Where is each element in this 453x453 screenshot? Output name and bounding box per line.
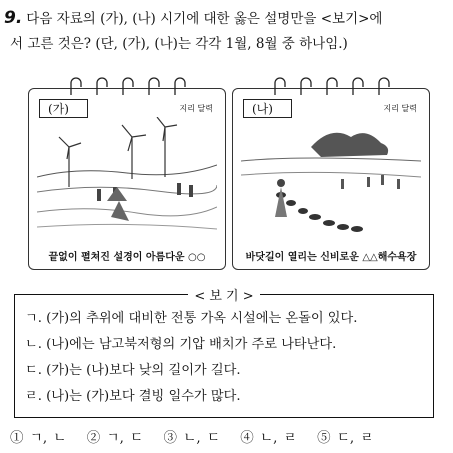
choice-5[interactable]: ⑤ ㄷ, ㄹ (317, 430, 374, 446)
calendar-tag: (가) (39, 99, 88, 118)
calendar-caption: 바닷길이 열리는 신비로운 △△해수욕장 (245, 252, 417, 263)
sea-road-illustration (241, 117, 421, 241)
choice-3[interactable]: ③ ㄴ, ㄷ (163, 430, 220, 446)
binder-rings (29, 77, 225, 97)
bogi-title: < 보 기 > (188, 289, 259, 304)
bogi-item: ㄷ. (가)는 (나)보다 낮의 길이가 길다. (25, 363, 241, 378)
binder-rings (233, 77, 429, 97)
calendar-mini-label: 지리 달력 (179, 104, 213, 113)
calendar-ga (28, 88, 226, 270)
calendar-tag: (나) (243, 99, 292, 118)
question-line-2: 서 고른 것은? (단, (가), (나)는 각각 1월, 8월 중 하나임.) (10, 36, 348, 52)
question-text (4, 6, 444, 57)
choice-4[interactable]: ④ ㄴ, ㄹ (240, 430, 297, 446)
calendar-mini-label: 지리 달력 (383, 104, 417, 113)
choice-1[interactable]: ① ㄱ, ㄴ (10, 430, 67, 446)
bogi-item: ㄱ. (가)의 추위에 대비한 전통 가옥 시설에는 온돌이 있다. (25, 311, 358, 326)
answer-choices (10, 426, 388, 446)
choice-2[interactable]: ② ㄱ, ㄷ (86, 430, 144, 446)
calendar-na (232, 88, 430, 270)
snow-field-illustration (37, 117, 217, 241)
calendar-caption: 끝없이 펼쳐진 설경이 아름다운 ○○ (48, 252, 206, 263)
bogi-item: ㄹ. (나)는 (가)보다 결빙 일수가 많다. (25, 389, 241, 404)
question-number: 9. (4, 8, 23, 28)
bogi-item: ㄴ. (나)에는 남고북저형의 기압 배치가 주로 나타난다. (25, 337, 337, 352)
question-line-1: 다음 자료의 (가), (나) 시기에 대한 옳은 설명만을 <보기>에 (26, 11, 383, 27)
bogi-box (14, 289, 434, 418)
